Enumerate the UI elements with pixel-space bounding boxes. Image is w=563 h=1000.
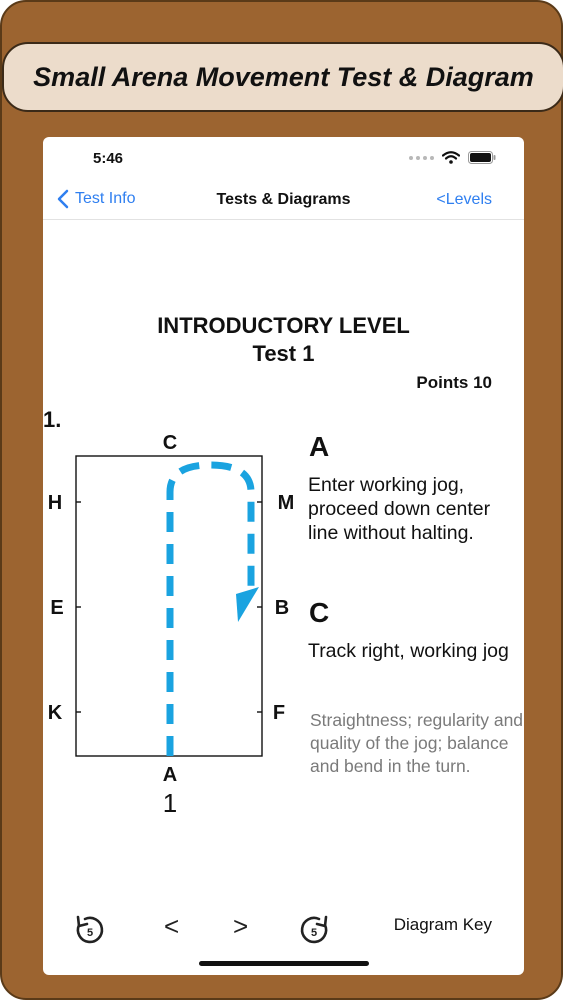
level-title: INTRODUCTORY LEVEL xyxy=(157,313,410,338)
arena-diagram xyxy=(43,427,303,827)
movement-description: Enter working jog, proceed down center line without halting. xyxy=(308,474,491,544)
navigation-bar xyxy=(43,185,524,220)
arena-letter-e: E xyxy=(50,597,64,619)
points-label: Points 10 xyxy=(416,373,492,392)
next-button[interactable]: > xyxy=(233,911,249,941)
forward-5-icon[interactable] xyxy=(297,913,331,947)
wifi-icon xyxy=(442,151,460,164)
status-icons xyxy=(409,151,496,164)
home-indicator[interactable] xyxy=(199,961,369,966)
directive-note: Straightness; regularity and quality of the jog; balance and bend in the turn. xyxy=(310,710,524,776)
arena-letter-b: B xyxy=(274,597,290,619)
app-banner xyxy=(2,42,563,112)
bottom-controls xyxy=(43,905,524,955)
movement-number: 1. xyxy=(43,407,62,432)
movement-letter: A xyxy=(309,431,330,462)
battery-icon xyxy=(468,151,496,164)
diagram-key-button[interactable]: Diagram Key xyxy=(393,915,492,934)
back-button-label: Test Info xyxy=(75,190,136,207)
status-bar xyxy=(43,137,524,185)
signal-dots-icon xyxy=(409,156,434,160)
test-title: Test 1 xyxy=(252,341,315,366)
arena-letter-c: C xyxy=(162,432,178,454)
replay-5-icon[interactable] xyxy=(73,913,107,947)
movement-arrow-icon xyxy=(236,587,259,622)
arena-letter-a: A xyxy=(162,764,178,786)
movement-letter: C xyxy=(309,597,330,628)
arena-movement-label: 1 xyxy=(162,788,178,818)
movement-description: Track right, working jog xyxy=(308,640,509,662)
arena-letter-k: K xyxy=(47,702,63,724)
banner-title: Small Arena Movement Test & Diagram xyxy=(33,61,534,92)
arena-letter-m: M xyxy=(277,492,295,514)
arena-letter-f: F xyxy=(272,702,286,724)
svg-text:5: 5 xyxy=(310,927,318,939)
svg-text:5: 5 xyxy=(86,927,94,939)
levels-button[interactable]: <Levels xyxy=(436,191,492,208)
status-time: 5:46 xyxy=(93,150,124,167)
arena-letter-h: H xyxy=(47,492,63,514)
nav-title: Tests & Diagrams xyxy=(216,191,351,208)
previous-button[interactable]: < xyxy=(164,911,180,941)
phone-screen xyxy=(43,137,524,975)
